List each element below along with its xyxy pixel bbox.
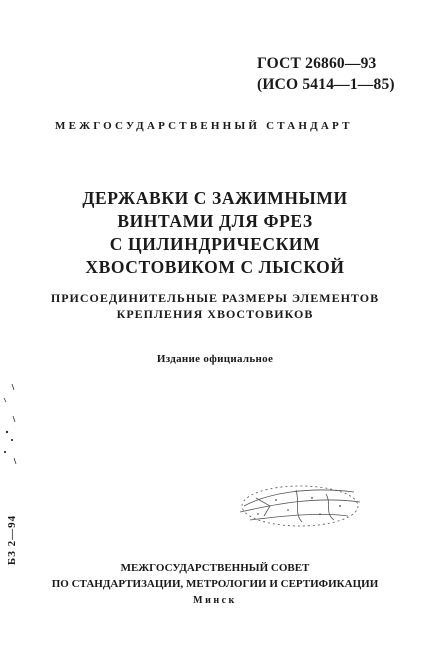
title-line: С ЦИЛИНДРИЧЕСКИМ bbox=[109, 234, 321, 254]
subtitle-line: ПРИСОЕДИНИТЕЛЬНЫЕ РАЗМЕРЫ ЭЛЕМЕНТОВ bbox=[50, 291, 380, 305]
ink-stamp-mark bbox=[236, 476, 366, 532]
margin-specks bbox=[0, 380, 24, 470]
document-subtitle bbox=[40, 290, 390, 322]
title-line: ДЕРЖАВКИ С ЗАЖИМНЫМИ bbox=[82, 188, 348, 208]
publisher-line: МЕЖГОСУДАРСТВЕННЫЙ СОВЕТ bbox=[120, 562, 310, 574]
publisher-line: ПО СТАНДАРТИЗАЦИИ, МЕТРОЛОГИИ И СЕРТИФИКАЦИИ bbox=[51, 578, 379, 590]
publisher-block bbox=[40, 560, 390, 609]
iso-number: (ИСО 5414—1—85) bbox=[257, 76, 395, 93]
title-line: ХВОСТОВИКОМ С ЛЫСКОЙ bbox=[85, 257, 345, 277]
subtitle-line: КРЕПЛЕНИЯ ХВОСТОВИКОВ bbox=[116, 307, 314, 321]
edition-label: Издание официальное bbox=[156, 353, 274, 365]
standard-type-heading: МЕЖГОСУДАРСТВЕННЫЙ СТАНДАРТ bbox=[55, 120, 353, 132]
gost-number: ГОСТ 26860—93 bbox=[257, 55, 377, 72]
document-designation-block bbox=[257, 53, 395, 95]
title-line: ВИНТАМИ ДЛЯ ФРЕЗ bbox=[117, 211, 313, 231]
publication-city: Минск bbox=[193, 595, 237, 606]
side-code-label: БЗ 2—94 bbox=[6, 514, 18, 566]
document-title bbox=[40, 187, 390, 279]
